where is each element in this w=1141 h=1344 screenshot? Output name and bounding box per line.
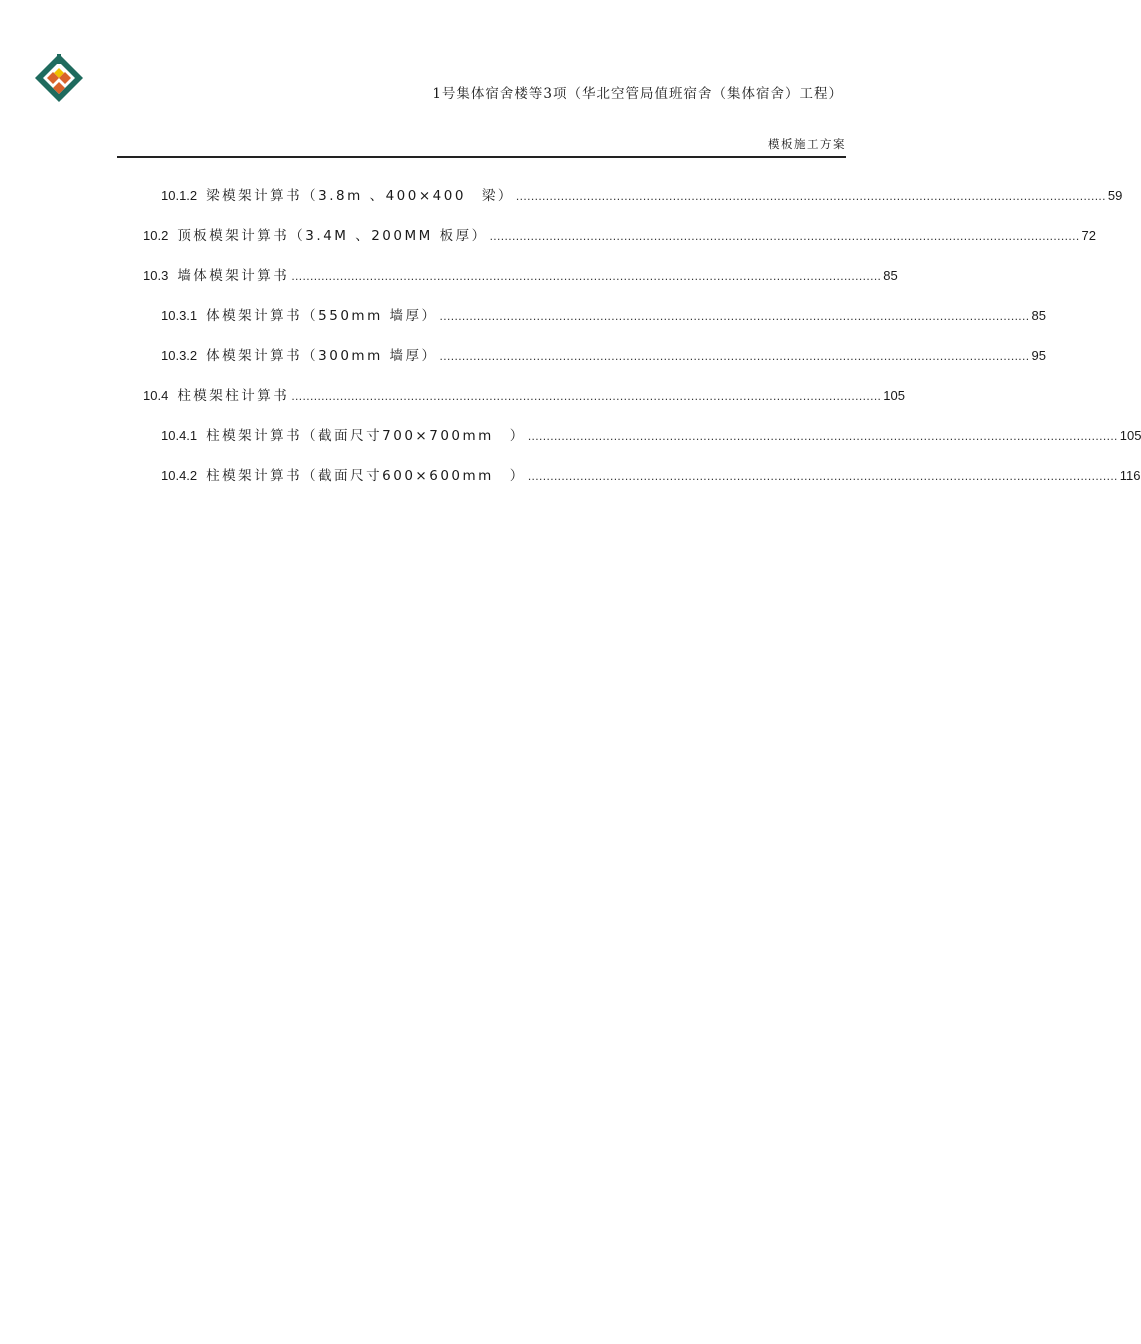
toc-entry[interactable]	[143, 264, 898, 288]
toc-entry[interactable]	[161, 424, 1141, 448]
document-header-title: 1号集体宿舍楼等3项（华北空管局值班宿舍（集体宿舍）工程）	[432, 86, 843, 102]
toc-entry-title: 体模架计算书（550mm 墙厚）	[206, 308, 438, 324]
toc-entry-number: 10.4	[143, 388, 169, 403]
toc-leader-dots: ..............................................................................................................................................................	[439, 349, 1030, 363]
toc-entry-title: 柱模架柱计算书	[177, 388, 290, 404]
toc-entry-page: 72	[1081, 228, 1097, 243]
toc-entry[interactable]	[161, 304, 1046, 328]
toc-leader-dots: ..............................................................................................................................................................	[291, 389, 882, 403]
toc-entry-page: 105	[1119, 428, 1141, 443]
toc-leader-dots: ..............................................................................................................................................................	[291, 269, 882, 283]
toc-entry[interactable]	[143, 224, 1097, 248]
toc-entry-number: 10.3.2	[161, 348, 198, 363]
document-header-subtitle: 模板施工方案	[768, 137, 846, 151]
toc-leader-dots: ..............................................................................................................................................................	[515, 189, 1106, 203]
toc-leader-dots: ..............................................................................................................................................................	[489, 229, 1080, 243]
toc-entry-title: 柱模架计算书（截面尺寸600×600mm ）	[206, 468, 526, 484]
toc-entry-title: 梁模架计算书（3.8m 、400×400 梁）	[206, 188, 514, 204]
toc-entry[interactable]	[143, 384, 905, 408]
toc-leader-dots: ..............................................................................................................................................................	[527, 469, 1118, 483]
toc-entry-page: 85	[883, 268, 898, 283]
toc-entry-number: 10.3	[143, 268, 169, 283]
toc-entry-page: 59	[1107, 188, 1123, 203]
toc-entry-number: 10.4.1	[161, 428, 198, 443]
toc-entry-number: 10.4.2	[161, 468, 198, 483]
toc-entry-page: 85	[1031, 308, 1046, 323]
toc-entry[interactable]	[161, 184, 1123, 208]
toc-entry-page: 95	[1031, 348, 1046, 363]
toc-entry-title: 顶板模架计算书（3.4M 、200MM 板厚）	[177, 228, 488, 244]
toc-entry[interactable]	[161, 464, 1141, 488]
toc-entry-number: 10.3.1	[161, 308, 198, 323]
toc-entry-number: 10.1.2	[161, 188, 198, 203]
toc-entry-number: 10.2	[143, 228, 169, 243]
toc-leader-dots: ..............................................................................................................................................................	[527, 429, 1118, 443]
toc-leader-dots: ..............................................................................................................................................................	[439, 309, 1030, 323]
toc-entry-page: 105	[883, 388, 905, 403]
header-divider	[117, 156, 846, 158]
toc-entry-page: 116	[1119, 468, 1141, 483]
toc-entry-title: 墙体模架计算书	[177, 268, 290, 284]
toc-entry-title: 柱模架计算书（截面尺寸700×700mm ）	[206, 428, 526, 444]
toc-entry[interactable]	[161, 344, 1046, 368]
toc-entry-title: 体模架计算书（300mm 墙厚）	[206, 348, 438, 364]
company-logo-icon	[33, 52, 85, 104]
